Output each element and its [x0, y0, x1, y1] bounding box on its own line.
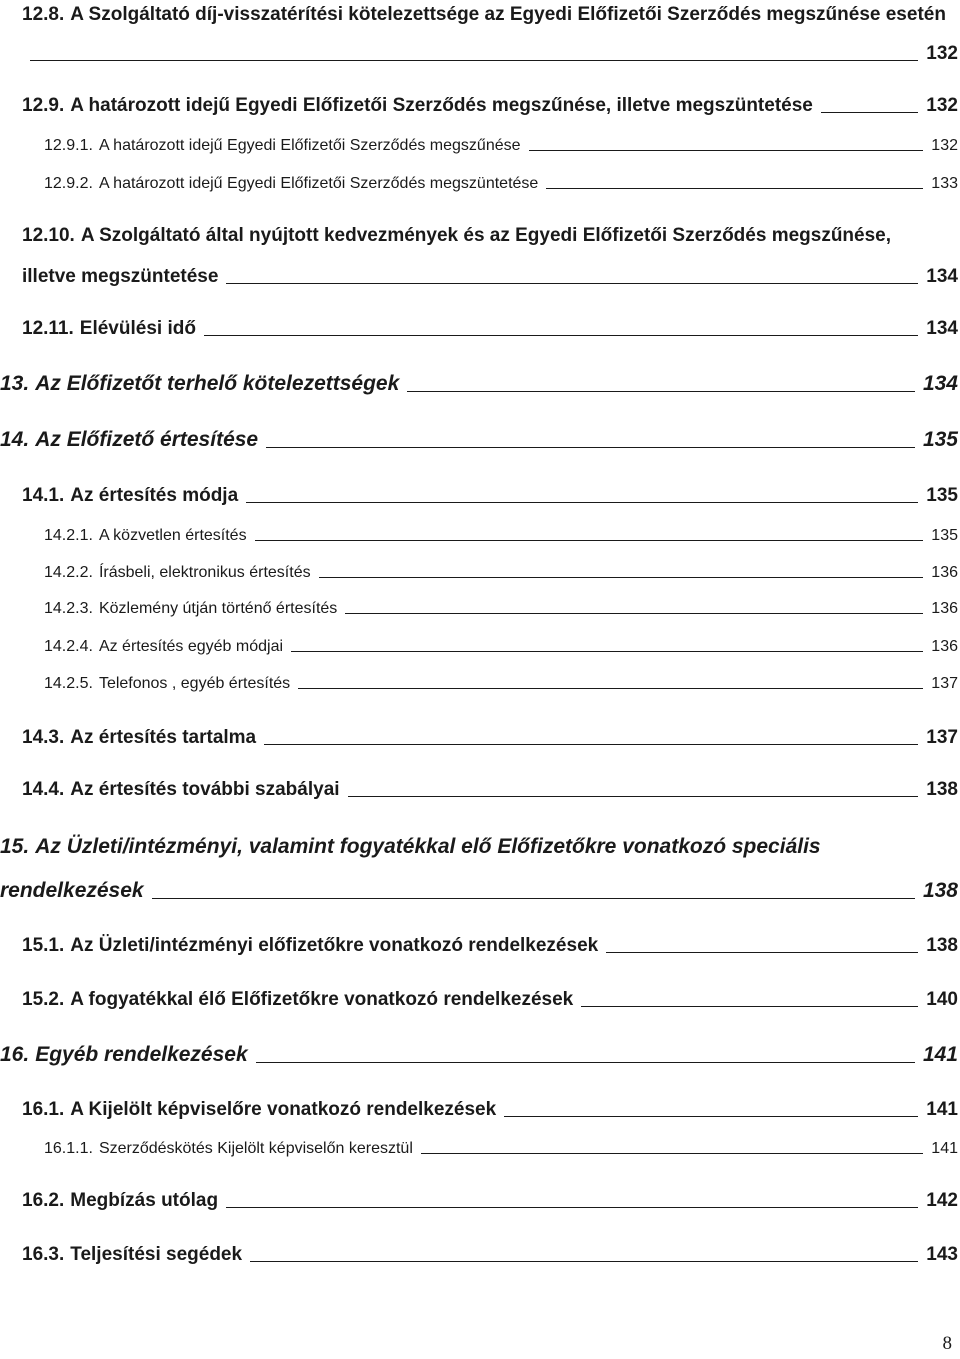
- toc-leader-line: [546, 188, 923, 189]
- toc-title: Az Üzleti/intézményi, valamint fogyatékkal elő Előfizetőkre vonatkozó speciális: [35, 835, 821, 858]
- toc-page-number: 141: [931, 1140, 958, 1157]
- toc-line[interactable]: [22, 485, 958, 507]
- toc-leader-line: [266, 447, 915, 448]
- toc-title: Írásbeli, elektronikus értesítés: [98, 564, 311, 581]
- toc-line[interactable]: [44, 675, 958, 693]
- toc-leader-line: [246, 502, 918, 503]
- toc-line[interactable]: [0, 879, 958, 903]
- toc-line[interactable]: [0, 372, 958, 396]
- toc-section-number: 14.2.5.: [44, 675, 93, 692]
- toc-page-number: 140: [926, 989, 958, 1010]
- toc-page-number: 138: [926, 779, 958, 800]
- toc-section-number: 14.2.2.: [44, 564, 93, 581]
- toc-leader-line: [345, 613, 923, 614]
- toc-leader-line: [298, 688, 923, 689]
- toc-title: A határozott idejű Egyedi Előfizetői Szerződés megszűnése: [98, 137, 521, 154]
- toc-section-number: 15.1.: [22, 935, 65, 956]
- toc-page-number: 138: [926, 935, 958, 956]
- toc-line[interactable]: [22, 935, 958, 957]
- toc-line[interactable]: [44, 137, 958, 155]
- toc-title: Az értesítés további szabályai: [70, 779, 340, 800]
- toc-page-number: 143: [926, 1244, 958, 1265]
- toc-section-number: 12.8.: [22, 4, 65, 25]
- toc-title: A Kijelölt képviselőre vonatkozó rendelkezések: [70, 1099, 497, 1120]
- toc-leader-line: [421, 1153, 923, 1154]
- toc-page-number: 141: [922, 1043, 958, 1066]
- toc-title: Az értesítés egyéb módjai: [98, 638, 284, 655]
- toc-section-number: 14.1.: [22, 485, 65, 506]
- toc-page-number: 138: [922, 879, 958, 902]
- toc-line[interactable]: [0, 835, 958, 859]
- toc-page-number: 135: [926, 485, 958, 506]
- toc-section-number: 14.2.1.: [44, 527, 93, 544]
- toc-leader-line: [407, 391, 915, 392]
- toc-leader-line: [250, 1261, 918, 1262]
- toc-section-number: 12.11.: [22, 318, 74, 339]
- toc-page-number: 135: [931, 527, 958, 544]
- toc-title: rendelkezések: [0, 879, 144, 902]
- toc-title: Elévülési idő: [79, 318, 196, 339]
- toc-section-number: 16.: [0, 1043, 30, 1066]
- toc-line[interactable]: [44, 1140, 958, 1158]
- toc-page-number: 134: [926, 318, 958, 339]
- toc-section-number: 16.1.1.: [44, 1140, 93, 1157]
- toc-page-number: 132: [931, 137, 958, 154]
- toc-line[interactable]: [44, 527, 958, 545]
- toc-page-number: 133: [931, 175, 958, 192]
- toc-title: illetve megszüntetése: [22, 266, 219, 287]
- toc-leader-line: [226, 283, 918, 284]
- toc-title: Az értesítés módja: [70, 485, 239, 506]
- toc-line[interactable]: [22, 727, 958, 749]
- toc-title: A fogyatékkal élő Előfizetőkre vonatkozó rendelkezések: [70, 989, 574, 1010]
- toc-title: Az értesítés tartalma: [70, 727, 257, 748]
- toc-section-number: 14.: [0, 428, 30, 451]
- toc-line[interactable]: [0, 428, 958, 452]
- toc-section-number: 12.10.: [22, 225, 75, 246]
- toc-line[interactable]: [44, 638, 958, 656]
- page-number: 8: [942, 1333, 952, 1354]
- toc-title: Megbízás utólag: [70, 1190, 219, 1211]
- toc-line[interactable]: [22, 1190, 958, 1212]
- toc-section-number: 14.3.: [22, 727, 65, 748]
- toc-line[interactable]: [22, 225, 958, 247]
- toc-leader-line: [348, 796, 919, 797]
- toc-line[interactable]: [44, 564, 958, 582]
- toc-page-number: 142: [926, 1190, 958, 1211]
- toc-section-number: 14.4.: [22, 779, 65, 800]
- toc-page-number: 132: [926, 95, 958, 116]
- toc-line[interactable]: [22, 1099, 958, 1121]
- toc-page-number: 135: [922, 428, 958, 451]
- toc-title: Az Előfizető értesítése: [35, 428, 259, 451]
- toc-leader-line: [255, 540, 924, 541]
- toc-section-number: 13.: [0, 372, 30, 395]
- toc-leader-line: [504, 1116, 918, 1117]
- toc-section-number: 12.9.2.: [44, 175, 93, 192]
- toc-page-number: 134: [922, 372, 958, 395]
- toc-title: Az Előfizetőt terhelő kötelezettségek: [35, 372, 400, 395]
- toc-title: Teljesítési segédek: [70, 1244, 243, 1265]
- toc-line[interactable]: [22, 989, 958, 1011]
- toc-title: A határozott idejű Egyedi Előfizetői Szerződés megszűnése, illetve megszüntetése: [70, 95, 813, 116]
- toc-page-number: 134: [926, 266, 958, 287]
- toc-leader-line: [264, 744, 918, 745]
- toc-leader-line: [291, 651, 923, 652]
- toc-leader-line: [30, 60, 918, 61]
- toc-line[interactable]: [22, 318, 958, 340]
- toc-section-number: 15.: [0, 835, 30, 858]
- toc-leader-line: [581, 1006, 918, 1007]
- toc-title: Közlemény útján történő értesítés: [98, 600, 338, 617]
- toc-leader-line: [256, 1062, 915, 1063]
- toc-section-number: 14.2.3.: [44, 600, 93, 617]
- toc-section-number: 15.2.: [22, 989, 65, 1010]
- toc-line[interactable]: [0, 1043, 958, 1067]
- toc-title: A közvetlen értesítés: [98, 527, 247, 544]
- toc-title: A Szolgáltató által nyújtott kedvezmények és az Egyedi Előfizetői Szerződés megszűnése,: [80, 225, 892, 246]
- toc-leader-line: [226, 1207, 918, 1208]
- toc-section-number: 12.9.1.: [44, 137, 93, 154]
- toc-section-number: 16.3.: [22, 1244, 65, 1265]
- toc-line[interactable]: [22, 266, 958, 288]
- toc-section-number: 14.2.4.: [44, 638, 93, 655]
- toc-line[interactable]: [22, 43, 958, 65]
- toc-line[interactable]: [22, 4, 958, 26]
- toc-leader-line: [204, 335, 918, 336]
- toc-leader-line: [529, 150, 924, 151]
- toc-title: A Szolgáltató díj-visszatérítési kötelezettsége az Egyedi Előfizetői Szerződés megszűnése esetén: [70, 4, 946, 25]
- toc-title: Az Üzleti/intézményi előfizetőkre vonatkozó rendelkezések: [70, 935, 599, 956]
- toc-leader-line: [821, 112, 918, 113]
- toc-page-number: 132: [926, 43, 958, 64]
- toc-page-number: 137: [931, 675, 958, 692]
- toc-section-number: 16.2.: [22, 1190, 65, 1211]
- toc-line[interactable]: [22, 779, 958, 801]
- toc-page-number: 137: [926, 727, 958, 748]
- toc-leader-line: [152, 898, 915, 899]
- toc-page-number: 136: [931, 564, 958, 581]
- toc-page-number: 136: [931, 638, 958, 655]
- toc-title: A határozott idejű Egyedi Előfizetői Szerződés megszüntetése: [98, 175, 539, 192]
- toc-title: Egyéb rendelkezések: [35, 1043, 248, 1066]
- toc-page-number: 136: [931, 600, 958, 617]
- toc-line[interactable]: [22, 95, 958, 117]
- toc-title: Telefonos , egyéb értesítés: [98, 675, 291, 692]
- toc-title: Szerződéskötés Kijelölt képviselőn keresztül: [98, 1140, 413, 1157]
- toc-section-number: 12.9.: [22, 95, 65, 116]
- toc-line[interactable]: [22, 1244, 958, 1266]
- toc-section-number: 16.1.: [22, 1099, 65, 1120]
- toc-leader-line: [606, 952, 918, 953]
- toc-line[interactable]: [44, 175, 958, 193]
- toc-line[interactable]: [44, 600, 958, 618]
- toc-page-number: 141: [926, 1099, 958, 1120]
- toc-leader-line: [319, 577, 924, 578]
